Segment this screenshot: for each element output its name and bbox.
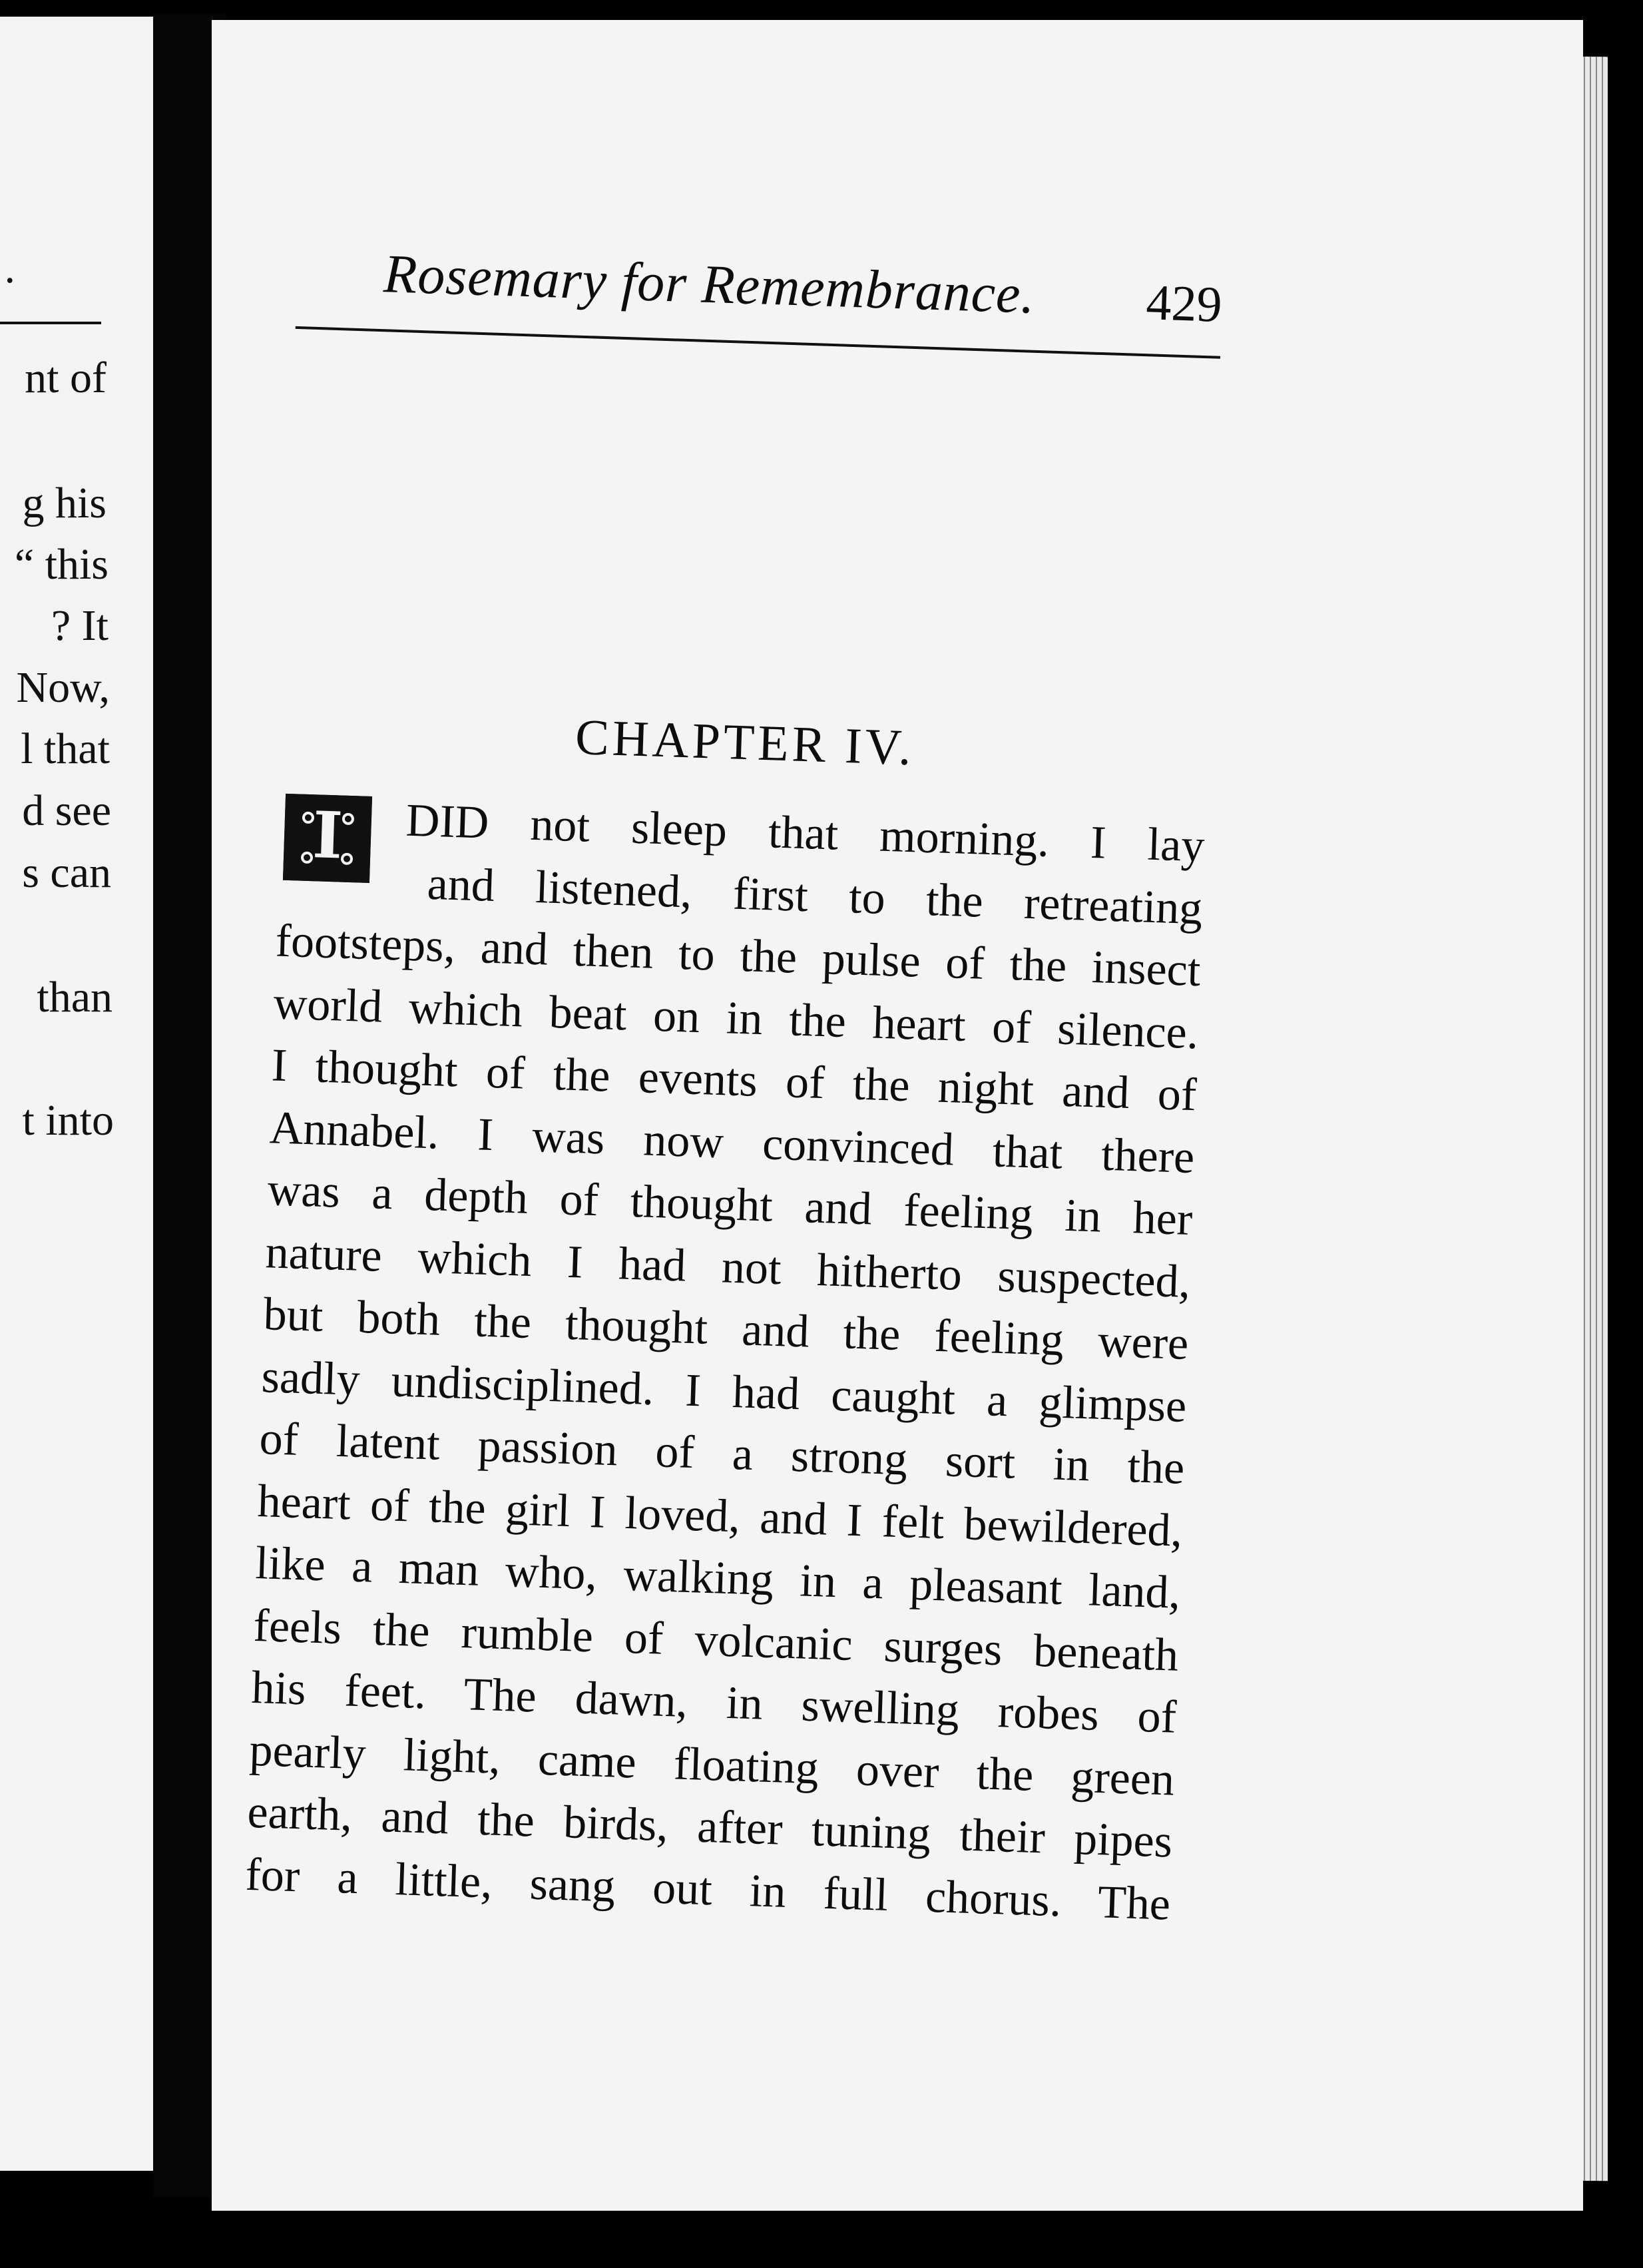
- left-page-line: l that: [21, 724, 110, 773]
- left-page-line: t into: [22, 1096, 114, 1145]
- text-line: his feet. The dawn, in swelling robes of: [250, 1661, 1178, 1743]
- body-text: [244, 786, 1206, 1936]
- text-line: heart of the girl I loved, and I felt bewildered,: [256, 1475, 1184, 1557]
- left-page-line: nt of: [25, 354, 107, 402]
- text-line: Annabel. I was now convinced that there: [268, 1101, 1196, 1183]
- text-line: earth, and the birds, after tuning their pipes: [246, 1786, 1174, 1868]
- left-page-line: s can: [22, 848, 111, 897]
- drop-cap-letter: I: [311, 797, 344, 874]
- left-page-line: ? It: [51, 601, 109, 650]
- text-line: sadly undisciplined. I had caught a glimpse: [260, 1350, 1188, 1432]
- text-line: like a man who, walking in a pleasant land,: [254, 1537, 1182, 1619]
- running-title: Rosemary for Remembrance.: [382, 243, 1037, 325]
- page-content: [244, 240, 1223, 1930]
- text-line: nature which I had not hitherto suspected,: [264, 1226, 1192, 1308]
- running-head: [296, 240, 1223, 356]
- drop-cap: [283, 794, 372, 883]
- left-page-line: g his: [22, 479, 107, 527]
- text-line: footsteps, and then to the pulse of the insect: [274, 915, 1202, 997]
- text-line: but both the thought and the feeling were: [262, 1288, 1190, 1370]
- left-page-line: than: [37, 973, 113, 1021]
- text-line: world which beat on in the heart of silence.: [272, 977, 1200, 1059]
- text-line: DID not sleep that morning. I lay: [405, 794, 1206, 872]
- text-line: was a depth of thought and feeling in her: [266, 1164, 1194, 1246]
- left-page-line: d see: [22, 786, 111, 835]
- chapter-heading: CHAPTER IV.: [574, 709, 916, 776]
- text-line: for a little, sang out in full chorus. The: [244, 1848, 1172, 1930]
- text-line: I thought of the events of the night and of: [270, 1039, 1198, 1121]
- text-line: and listened, first to the retreating: [426, 858, 1204, 934]
- left-page-line: “ this: [14, 540, 109, 589]
- text-line: feels the rumble of volcanic surges beneath: [252, 1599, 1180, 1681]
- text-line: of latent passion of a strong sort in the: [258, 1413, 1186, 1494]
- current-page: [212, 20, 1583, 2211]
- left-page-line: Now,: [16, 663, 110, 712]
- left-page-line: .: [4, 244, 15, 292]
- left-page-rule: [0, 322, 101, 324]
- page-number: 429: [1145, 274, 1223, 333]
- text-line: pearly light, came floating over the green: [248, 1724, 1176, 1806]
- header-rule: [296, 326, 1220, 359]
